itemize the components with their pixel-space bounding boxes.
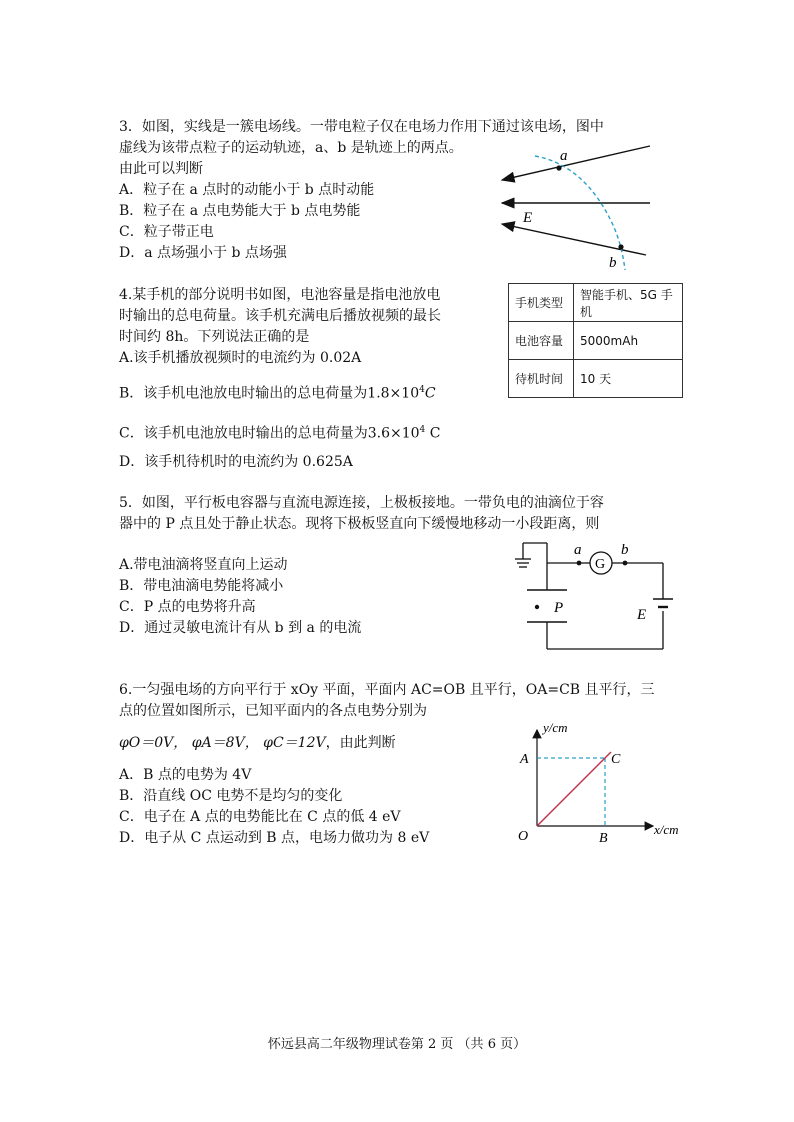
point-a-dot <box>556 165 561 170</box>
label-b: b <box>609 255 617 271</box>
label-A: A <box>520 752 529 767</box>
label-E: E <box>523 210 533 226</box>
label-O: O <box>518 829 529 844</box>
q3-stem-line3: 由此可以判断 <box>119 161 203 177</box>
point-b-dot <box>618 244 623 249</box>
table-row <box>509 322 683 360</box>
q6-coordinate-figure <box>510 718 690 846</box>
q6-option-c: C．电子在 A 点的电势能比在 C 点的低 4 eV <box>119 809 401 825</box>
node-b-dot <box>623 561 628 566</box>
q4-stem-line2: 时输出的总电荷量。该手机充满电后播放视频的最长 <box>119 308 441 324</box>
x-axis-label: x/cm <box>654 822 679 837</box>
spec-key: 手机类型 <box>509 284 574 322</box>
label-C: C <box>611 752 621 767</box>
q6-stem-tail: ，由此判断 <box>325 735 396 751</box>
label-B: B <box>599 831 608 846</box>
q5-option-a: A.带电油滴将竖直向上运动 <box>119 557 288 573</box>
q4-option-c-unit: C <box>425 425 441 442</box>
q3-option-a: A．粒子在 a 点时的动能小于 b 点时动能 <box>119 182 375 198</box>
spec-value: 5000mAh <box>574 322 683 360</box>
q4-stem-line3: 时间约 8h。下列说法正确的是 <box>119 329 310 345</box>
q3-field-lines-figure <box>490 140 665 275</box>
spec-key: 电池容量 <box>509 322 574 360</box>
q5-capacitor-circuit-figure <box>505 535 675 660</box>
q3-option-c: C．粒子带正电 <box>119 224 214 240</box>
page-footer: 怀远县高二年级物理试卷第 2 页 （共 6 页） <box>267 1037 527 1052</box>
q5-option-c: C．P 点的电势将升高 <box>119 599 256 615</box>
phi-c: φC＝12V <box>263 735 326 751</box>
oil-drop-dot <box>535 605 539 609</box>
q5-stem-line2: 器中的 P 点且处于静止状态。现将下极板竖直向下缓慢地移动一小段距离，则 <box>119 516 600 532</box>
q5-option-d: D．通过灵敏电流计有从 b 到 a 的电流 <box>119 620 362 636</box>
q3-stem-line1: 3．如图，实线是一簇电场线。一带电粒子仅在电场力作用下通过该电场，图中 <box>119 119 604 135</box>
phi-a: φA＝8V， <box>191 735 259 751</box>
q5-stem-line1: 5．如图，平行板电容器与直流电源连接，上极板接地。一带负电的油滴位于容 <box>119 495 604 511</box>
line-OC <box>537 752 611 826</box>
y-axis-label: y/cm <box>543 720 568 735</box>
q4-option-c-exp: 4 <box>419 425 426 435</box>
q4-option-b-text: B．该手机电池放电时输出的总电荷量为1.8×10 <box>119 385 420 402</box>
q6-stem-line2: 点的位置如图所示，已知平面内的各点电势分别为 <box>119 703 427 719</box>
q4-option-b <box>119 380 436 404</box>
spec-key: 待机时间 <box>509 360 574 398</box>
label-a: a <box>574 542 582 558</box>
label-b: b <box>621 542 629 558</box>
q3-option-b: B．粒子在 a 点电势能大于 b 点电势能 <box>119 203 361 219</box>
q4-option-b-unit: C <box>424 385 436 402</box>
q6-option-a: A．B 点的电势为 4V <box>119 767 252 783</box>
label-P: P <box>554 600 564 616</box>
q6-option-d: D．电子从 C 点运动到 B 点，电场力做功为 8 eV <box>119 830 430 846</box>
table-row <box>509 360 683 398</box>
q6-potentials <box>119 733 396 753</box>
label-G: G <box>595 557 606 572</box>
field-line-3 <box>502 224 646 255</box>
spec-value: 智能手机、5G 手机 <box>574 284 683 322</box>
q5-option-b: B．带电油滴电势能将减小 <box>119 578 284 594</box>
q6-stem-line1: 6.一匀强电场的方向平行于 xOy 平面，平面内 AC=OB 且平行，OA=CB 且平行，三 <box>119 682 655 698</box>
label-a: a <box>560 148 568 164</box>
trajectory-path <box>535 156 625 270</box>
phi-o: φO＝0V， <box>119 735 188 751</box>
q4-option-d: D．该手机待机时的电流约为 0.625A <box>119 454 353 470</box>
label-E: E <box>637 607 647 623</box>
q3-stem-line2: 虚线为该带点粒子的运动轨迹，a、b 是轨迹上的两点。 <box>119 140 463 156</box>
q4-option-b-exp: 4 <box>419 385 425 395</box>
spec-value: 10 天 <box>574 360 683 398</box>
q4-option-a: A.该手机播放视频时的电流约为 0.02A <box>119 350 362 366</box>
q3-option-d: D．a 点场强小于 b 点场强 <box>119 245 287 261</box>
q4-option-c-text: C．该手机电池放电时输出的总电荷量为3.6×10 <box>119 425 420 442</box>
q6-option-b: B．沿直线 OC 电势不是均匀的变化 <box>119 788 343 804</box>
table-row <box>509 284 683 322</box>
phone-spec-table <box>508 283 683 398</box>
node-a-dot <box>577 561 582 566</box>
q4-stem-line1: 4.某手机的部分说明书如图，电池容量是指电池放电 <box>119 287 441 303</box>
q4-option-c <box>119 420 440 444</box>
